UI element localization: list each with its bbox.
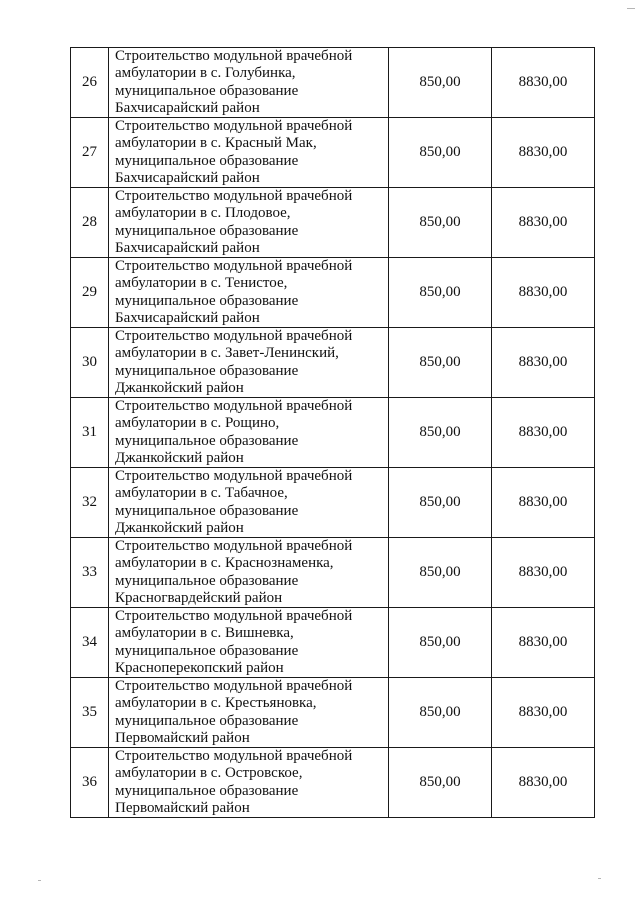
description-line: Строительство модульной врачебной bbox=[115, 48, 353, 65]
description-line: Строительство модульной врачебной bbox=[115, 328, 353, 345]
description-line: Бахчисарайский район bbox=[115, 239, 260, 256]
amount-cell: 850,00 bbox=[389, 258, 492, 328]
row-number: 28 bbox=[71, 188, 109, 258]
description-line: амбулатории в с. Краснознаменка, bbox=[115, 555, 334, 572]
total-cell: 8830,00 bbox=[492, 118, 595, 188]
project-description bbox=[109, 48, 389, 118]
total-cell: 8830,00 bbox=[492, 48, 595, 118]
description-line: муниципальное образование bbox=[115, 152, 299, 169]
description-line: амбулатории в с. Крестьяновка, bbox=[115, 695, 317, 712]
row-number: 27 bbox=[71, 118, 109, 188]
description-line: муниципальное образование bbox=[115, 782, 299, 799]
total-cell: 8830,00 bbox=[492, 678, 595, 748]
amount-cell: 850,00 bbox=[389, 328, 492, 398]
description-line: Первомайский район bbox=[115, 729, 250, 746]
table-row bbox=[71, 748, 595, 818]
table-row bbox=[71, 538, 595, 608]
description-line: муниципальное образование bbox=[115, 362, 299, 379]
projects-table bbox=[70, 47, 595, 818]
description-line: Строительство модульной врачебной bbox=[115, 118, 353, 135]
amount-cell: 850,00 bbox=[389, 748, 492, 818]
description-line: муниципальное образование bbox=[115, 712, 299, 729]
row-number: 26 bbox=[71, 48, 109, 118]
project-description bbox=[109, 398, 389, 468]
description-line: муниципальное образование bbox=[115, 82, 299, 99]
total-cell: 8830,00 bbox=[492, 188, 595, 258]
project-description bbox=[109, 538, 389, 608]
description-line: Бахчисарайский район bbox=[115, 99, 260, 116]
total-cell: 8830,00 bbox=[492, 748, 595, 818]
description-line: Джанкойский район bbox=[115, 449, 244, 466]
total-cell: 8830,00 bbox=[492, 608, 595, 678]
table-row bbox=[71, 258, 595, 328]
description-line: муниципальное образование bbox=[115, 572, 299, 589]
table-row bbox=[71, 48, 595, 118]
table-row bbox=[71, 608, 595, 678]
amount-cell: 850,00 bbox=[389, 188, 492, 258]
description-line: муниципальное образование bbox=[115, 642, 299, 659]
total-cell: 8830,00 bbox=[492, 538, 595, 608]
description-line: амбулатории в с. Красный Мак, bbox=[115, 135, 317, 152]
description-line: Джанкойский район bbox=[115, 379, 244, 396]
row-number: 32 bbox=[71, 468, 109, 538]
description-line: Строительство модульной врачебной bbox=[115, 538, 353, 555]
description-line: амбулатории в с. Голубинка, bbox=[115, 65, 296, 82]
project-description bbox=[109, 608, 389, 678]
description-line: амбулатории в с. Вишневка, bbox=[115, 625, 294, 642]
amount-cell: 850,00 bbox=[389, 118, 492, 188]
scan-speck bbox=[627, 8, 635, 9]
row-number: 31 bbox=[71, 398, 109, 468]
description-line: амбулатории в с. Табачное, bbox=[115, 485, 288, 502]
project-description bbox=[109, 678, 389, 748]
description-line: Первомайский район bbox=[115, 799, 250, 816]
row-number: 36 bbox=[71, 748, 109, 818]
row-number: 35 bbox=[71, 678, 109, 748]
table-row bbox=[71, 398, 595, 468]
table-row bbox=[71, 678, 595, 748]
table-row bbox=[71, 328, 595, 398]
table-row bbox=[71, 188, 595, 258]
description-line: Строительство модульной врачебной bbox=[115, 398, 353, 415]
amount-cell: 850,00 bbox=[389, 48, 492, 118]
project-description bbox=[109, 468, 389, 538]
table-row bbox=[71, 468, 595, 538]
description-line: муниципальное образование bbox=[115, 432, 299, 449]
description-line: Строительство модульной врачебной bbox=[115, 748, 353, 765]
project-description bbox=[109, 748, 389, 818]
amount-cell: 850,00 bbox=[389, 538, 492, 608]
description-line: Строительство модульной врачебной bbox=[115, 258, 353, 275]
project-description bbox=[109, 118, 389, 188]
description-line: амбулатории в с. Тенистое, bbox=[115, 275, 288, 292]
amount-cell: 850,00 bbox=[389, 468, 492, 538]
project-description bbox=[109, 328, 389, 398]
description-line: амбулатории в с. Рощино, bbox=[115, 415, 280, 432]
description-line: Джанкойский район bbox=[115, 519, 244, 536]
scan-speck bbox=[38, 880, 41, 881]
row-number: 33 bbox=[71, 538, 109, 608]
row-number: 29 bbox=[71, 258, 109, 328]
amount-cell: 850,00 bbox=[389, 608, 492, 678]
table-row bbox=[71, 118, 595, 188]
description-line: Бахчисарайский район bbox=[115, 169, 260, 186]
description-line: Красноперекопский район bbox=[115, 659, 284, 676]
total-cell: 8830,00 bbox=[492, 468, 595, 538]
total-cell: 8830,00 bbox=[492, 328, 595, 398]
amount-cell: 850,00 bbox=[389, 678, 492, 748]
total-cell: 8830,00 bbox=[492, 398, 595, 468]
description-line: муниципальное образование bbox=[115, 222, 299, 239]
description-line: амбулатории в с. Плодовое, bbox=[115, 205, 291, 222]
total-cell: 8830,00 bbox=[492, 258, 595, 328]
row-number: 30 bbox=[71, 328, 109, 398]
description-line: Бахчисарайский район bbox=[115, 309, 260, 326]
scan-speck bbox=[598, 878, 601, 879]
description-line: Строительство модульной врачебной bbox=[115, 188, 353, 205]
description-line: Красногвардейский район bbox=[115, 589, 283, 606]
description-line: амбулатории в с. Завет-Ленинский, bbox=[115, 345, 339, 362]
description-line: Строительство модульной врачебной bbox=[115, 678, 353, 695]
description-line: муниципальное образование bbox=[115, 502, 299, 519]
project-description bbox=[109, 188, 389, 258]
amount-cell: 850,00 bbox=[389, 398, 492, 468]
project-description bbox=[109, 258, 389, 328]
description-line: Строительство модульной врачебной bbox=[115, 468, 353, 485]
row-number: 34 bbox=[71, 608, 109, 678]
description-line: Строительство модульной врачебной bbox=[115, 608, 353, 625]
description-line: амбулатории в с. Островское, bbox=[115, 765, 303, 782]
description-line: муниципальное образование bbox=[115, 292, 299, 309]
